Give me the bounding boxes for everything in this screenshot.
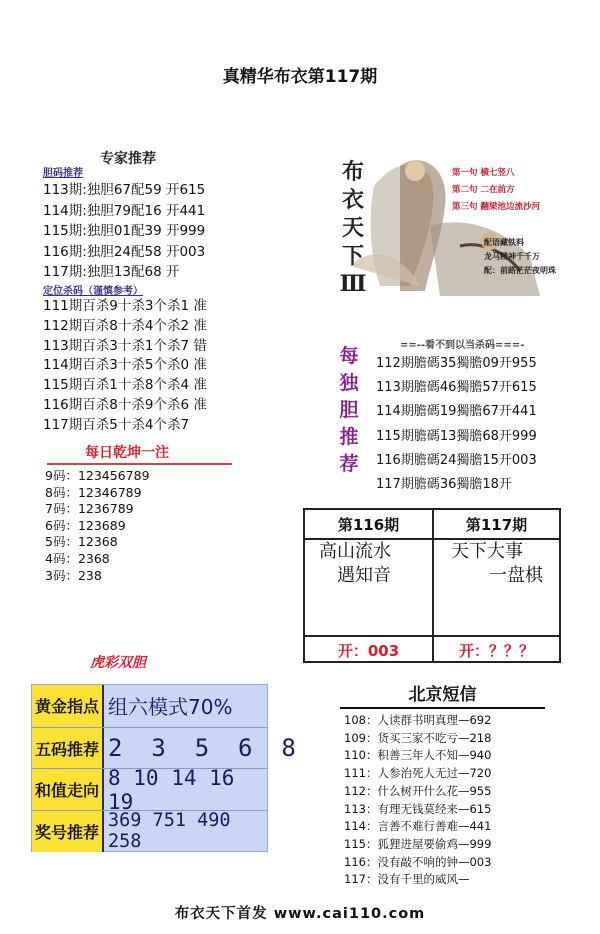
credit-line: 配语藏铁料 — [484, 238, 524, 247]
kill-tag: 定位杀码（谨慎参考） — [43, 286, 143, 297]
table-row — [32, 765, 267, 814]
cover-title-char: Ⅲ — [339, 271, 367, 297]
cover-title-char: 天 — [341, 215, 364, 241]
gall-tag: 胆码推荐 — [43, 168, 83, 179]
verse-line: 第三句 翻梁池边流沙河 — [452, 202, 540, 212]
list-item: 114期:独胆79配16 开441 — [43, 202, 206, 219]
cover-title — [333, 158, 373, 298]
list-item: 112：什么树开什么花—955 — [344, 783, 492, 798]
cover-verses — [452, 165, 540, 216]
title-char: 独 — [339, 372, 359, 394]
beijing-list — [344, 712, 491, 889]
period-116-result: 开：003 — [337, 641, 400, 660]
tiger-heading: 虎彩双胆 — [90, 655, 146, 671]
period-117-head: 第117期 — [434, 510, 559, 540]
list-item: 117：没有千里的威风— — [344, 872, 470, 887]
list-item: 108：人读群书明真理—692 — [344, 713, 492, 727]
gall-list — [43, 180, 205, 283]
list-item: 113期膽碼46獨膽57开615 — [376, 380, 537, 396]
period-117-verse — [451, 540, 557, 635]
list-item: 110：积善三年人不知—940 — [344, 748, 492, 763]
table-row — [32, 727, 296, 770]
period-boxes — [303, 508, 561, 663]
row-label: 和值走向 — [32, 769, 104, 811]
title-char: 每 — [339, 345, 359, 367]
list-item: 9码：123456789 — [45, 468, 150, 483]
every-gall-head: ==--看不到以当杀码===- — [400, 340, 525, 351]
cover-credits — [484, 236, 556, 278]
title-char: 荐 — [339, 453, 359, 475]
cover-title-char: 下 — [341, 243, 364, 269]
verse-line: 第二句 二在前方 — [452, 185, 515, 195]
list-item: 115期:独胆01配39 开999 — [43, 223, 206, 240]
list-item: 117期膽碼36獨膽18开 — [376, 477, 512, 493]
daily-heading — [47, 441, 232, 465]
list-item: 6码：123689 — [45, 517, 126, 533]
cover-title-char: 布 — [341, 159, 364, 185]
daily-heading-text: 每日乾坤一注 — [85, 445, 169, 461]
table-row — [32, 685, 267, 727]
every-gall-title — [336, 343, 362, 478]
expert-heading: 专家推荐 — [100, 151, 156, 167]
credit-line: 配：前路茫茫夜明珠 — [484, 266, 556, 275]
list-item: 4码：2368 — [45, 550, 110, 566]
verse-line: 第一句 横七竖八 — [452, 168, 515, 178]
row-value: 369 751 490 258 — [108, 810, 231, 853]
beijing-heading: 北京短信 — [340, 680, 545, 709]
credit-line: 龙马精神千千万 — [484, 252, 540, 261]
list-item: 109：货买三家不吃亏—218 — [344, 730, 492, 745]
list-item: 111期百杀9十杀3个杀1 准 — [43, 298, 207, 314]
row-label: 黄金指点 — [32, 685, 104, 727]
list-item: 8码：12346789 — [45, 484, 142, 500]
every-gall-list — [376, 352, 537, 497]
row-label: 五码推荐 — [32, 728, 104, 770]
list-item: 114：言善不难行善难—441 — [344, 819, 492, 834]
list-item: 115期百杀1十杀8个杀4 准 — [43, 377, 207, 394]
list-item: 5码：12368 — [45, 534, 118, 550]
verse-line: 遇知音 — [337, 565, 391, 586]
list-item: 7码：1236789 — [45, 501, 134, 517]
table-row — [32, 810, 267, 853]
period-117-result: 开：？？？ — [458, 641, 534, 660]
footer-text: 布衣天下首发 www.cai110.com — [174, 906, 426, 922]
recommend-table — [31, 684, 296, 853]
list-item: 113期百杀3十杀1个杀7 错 — [43, 337, 207, 354]
list-item: 3码：238 — [45, 567, 102, 583]
list-item: 116期膽碼24獨膽15开003 — [376, 452, 537, 468]
list-item: 114期百杀3十杀5个杀0 准 — [43, 357, 207, 374]
row-value: 2 3 5 6 8 — [108, 734, 296, 763]
list-item: 117期:独胆13配68 开 — [43, 264, 180, 281]
list-item: 114期膽碼19獨膽67开441 — [376, 404, 537, 420]
page-title: 真精华布衣第117期 — [222, 67, 378, 87]
cover-title-char: 衣 — [341, 187, 364, 213]
list-item: 112期膽碼35獨膽09开955 — [376, 356, 537, 371]
list-item: 116期百杀8十杀9个杀6 准 — [43, 396, 207, 413]
verse-line: 天下大事 — [451, 541, 523, 562]
list-item: 116期:独胆24配58 开003 — [43, 243, 206, 260]
list-item: 116：没有敲不响的钟—003 — [344, 854, 492, 869]
list-item: 113期:独胆67配59 开615 — [43, 182, 206, 198]
title-char: 推 — [339, 426, 359, 448]
kill-list — [43, 297, 207, 436]
row-value: 8 10 14 16 19 — [108, 765, 235, 814]
list-item: 115期膽碼13獨膽68开999 — [376, 428, 537, 444]
list-item: 117期百杀5十杀4个杀7 — [43, 416, 190, 433]
verse-line: 高山流水 — [319, 541, 391, 562]
row-label: 奖号推荐 — [32, 811, 104, 853]
list-item: 111：人参治死人无过—720 — [344, 766, 492, 781]
title-char: 胆 — [339, 399, 359, 421]
list-item: 115：狐狸进屋要偷鸡—999 — [344, 836, 492, 851]
row-value: 组六模式70% — [108, 695, 233, 720]
period-116-verse — [319, 540, 429, 635]
period-116-head: 第116期 — [305, 510, 432, 540]
list-item: 113：有理无钱莫经来—615 — [344, 801, 492, 816]
verse-line: 一盘棋 — [489, 565, 543, 586]
daily-list — [45, 468, 150, 584]
list-item: 112期百杀8十杀4个杀2 准 — [43, 317, 207, 334]
